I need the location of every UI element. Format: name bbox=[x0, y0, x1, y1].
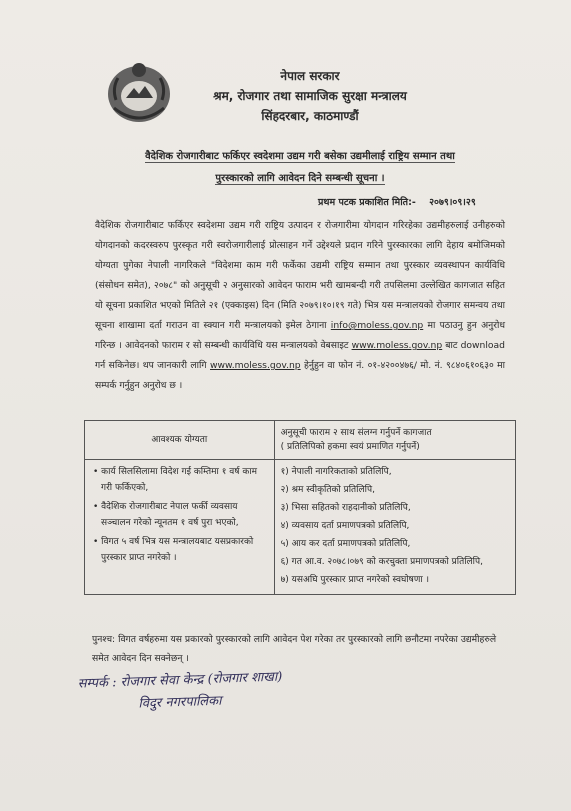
notice-body bbox=[95, 216, 505, 396]
handwritten-line-2: विदुर नगरपालिका bbox=[138, 693, 222, 712]
website-link-2[interactable]: www.moless.gov.np bbox=[210, 360, 301, 371]
qualification-item: • कार्य सिलसिलामा विदेश गई कम्तिमा १ वर्ष काम गरी फर्किएको, bbox=[93, 467, 257, 493]
nepal-emblem-icon bbox=[104, 58, 174, 126]
requirements-table bbox=[84, 420, 516, 595]
website-link-1[interactable]: www.moless.gov.np bbox=[351, 340, 443, 351]
ministry-address: सिंहदरबार, काठमाण्डौं bbox=[261, 109, 359, 123]
body-paragraph-2-end: हेर्नुहुन वा फोन नं. ०१-४२००४७६/ मो. नं. ९८४०६१०६३० मा सम्पर्क गर्नुहुन अनुरोध छ । bbox=[95, 360, 506, 391]
publication-date-value: २०७९।०९।२९ bbox=[429, 197, 476, 208]
ministry-name: श्रम, रोजगार तथा सामाजिक सुरक्षा मन्त्रालय bbox=[213, 89, 407, 103]
body-paragraph-2-mid: बाट download गर्न सकिनेछ। थप जानकारी लागि bbox=[95, 340, 505, 371]
postscript-note: पुनश्च: विगत वर्षहरुमा यस प्रकारको पुरस्कारको लागि आवेदन पेश गरेका तर पुरस्कारको लागि छनौटमा नपरेका उद्यमीहरुले समेत आवेदन दिन सक्नेछन् । bbox=[92, 634, 497, 664]
table-header-row bbox=[85, 421, 516, 460]
document-item: १) नेपाली नागरिकताको प्रतिलिपि, bbox=[280, 467, 392, 477]
document-item: २) श्रम स्वीकृतिको प्रतिलिपि, bbox=[280, 485, 375, 495]
document-item: ४) व्यवसाय दर्ता प्रमाणपत्रको प्रतिलिपि, bbox=[280, 521, 410, 531]
body-paragraph-1-end: मा पठाउनु हुन अनुरोध गरिन्छ । आवेदनको फाराम र सो सम्बन्धी कार्यविधि यस मन्त्रालयको वेबसाइट bbox=[95, 320, 506, 351]
subject-line-2: पुरस्कारको लागि आवेदन दिने सम्बन्धी सूचना । bbox=[215, 173, 385, 184]
body-paragraph-1: वैदेशिक रोजगारीबाट फर्किएर स्वदेशमा उद्यम गरी राष्ट्रिय उत्पादन र रोजगारीमा योगदान गरिरहेका उद्यमीहरुलाई उनीहरुको योगदानको कदरस्वरुप पुरस्कृत गरी स्वरोजगारीलाई प्रोत्साहन गर्ने उद्देश्यले प्रदान गरिने पुरस्कारका लागि देहाय बमोजिमको योग्यता पुगेका नेपाली नागरिकले "विदेशमा काम गरी फर्केका उद्यमी राष्ट्रिय सम्मान तथा पुरस्कार व्यवस्थापन कार्यविधि (संसोधन समेत), २०७८" को अनुसूची २ अनुसारको आवेदन फाराम भरी खामबन्दी गरी तपसिलमा उल्लेखित कागजात सहित यो सूचना प्रकाशित भएको मितिले २१ (एक्काइस) दिन (मिति २०७९।१०।१९ गते) भित्र यस मन्त्रालयको रोजगार समन्वय तथा सूचना शाखामा दर्ता गराउन वा स्क्यान गरी मन्त्रालयको इमेल ठेगाना bbox=[95, 220, 505, 331]
notice-subject bbox=[100, 146, 500, 190]
government-name: नेपाल सरकार bbox=[280, 69, 340, 83]
qualification-item: • विगत ५ वर्ष भित्र यस मन्त्रालयबाट यसप्रकारको पुरस्कार प्राप्त नगरेको । bbox=[93, 537, 254, 563]
publication-date bbox=[318, 195, 476, 208]
letterhead bbox=[180, 66, 440, 126]
qualification-item: • वैदेशिक रोजगारीबाट नेपाल फर्की व्यवसाय सञ्चालन गरेको न्यूनतम १ वर्ष पुरा भएको, bbox=[93, 502, 239, 528]
documents-header bbox=[274, 421, 515, 460]
document-item: ६) गत आ.व. २०७८।०७९ को करचुक्ता प्रमाणपत्रको प्रतिलिपि, bbox=[280, 557, 483, 567]
documents-header-line-2: ( प्रतिलिपिको हकमा स्वयं प्रमाणित गर्नुपर्ने) bbox=[280, 442, 420, 452]
handwritten-contact bbox=[77, 662, 398, 717]
document-item: ३) भिसा सहितको राहदानीको प्रतिलिपि, bbox=[280, 503, 411, 513]
qualification-header: आवश्यक योग्यता bbox=[85, 421, 275, 460]
handwritten-line-1: सम्पर्क : रोजगार सेवा केन्द्र (रोजगार शाखा) bbox=[77, 669, 283, 692]
documents-cell bbox=[274, 460, 515, 595]
documents-header-line-1: अनुसूची फाराम २ साथ संलग्न गर्नुपर्ने कागजात bbox=[280, 428, 432, 438]
email-link[interactable]: info@moless.gov.np bbox=[330, 320, 424, 331]
document-item: ७) यसअघि पुरस्कार प्राप्त नगरेको स्वघोषणा । bbox=[280, 575, 429, 585]
qualification-cell bbox=[85, 460, 275, 595]
document-item: ५) आय कर दर्ता प्रमाणपत्रको प्रतिलिपि, bbox=[280, 539, 411, 549]
subject-line-1: वैदेशिक रोजगारीबाट फर्किएर स्वदेशमा उद्यम गरी बसेका उद्यमीलाई राष्ट्रिय सम्मान तथा bbox=[145, 151, 455, 162]
table-row bbox=[85, 460, 516, 595]
publication-label: प्रथम पटक प्रकाशित मिति:- bbox=[318, 197, 416, 208]
